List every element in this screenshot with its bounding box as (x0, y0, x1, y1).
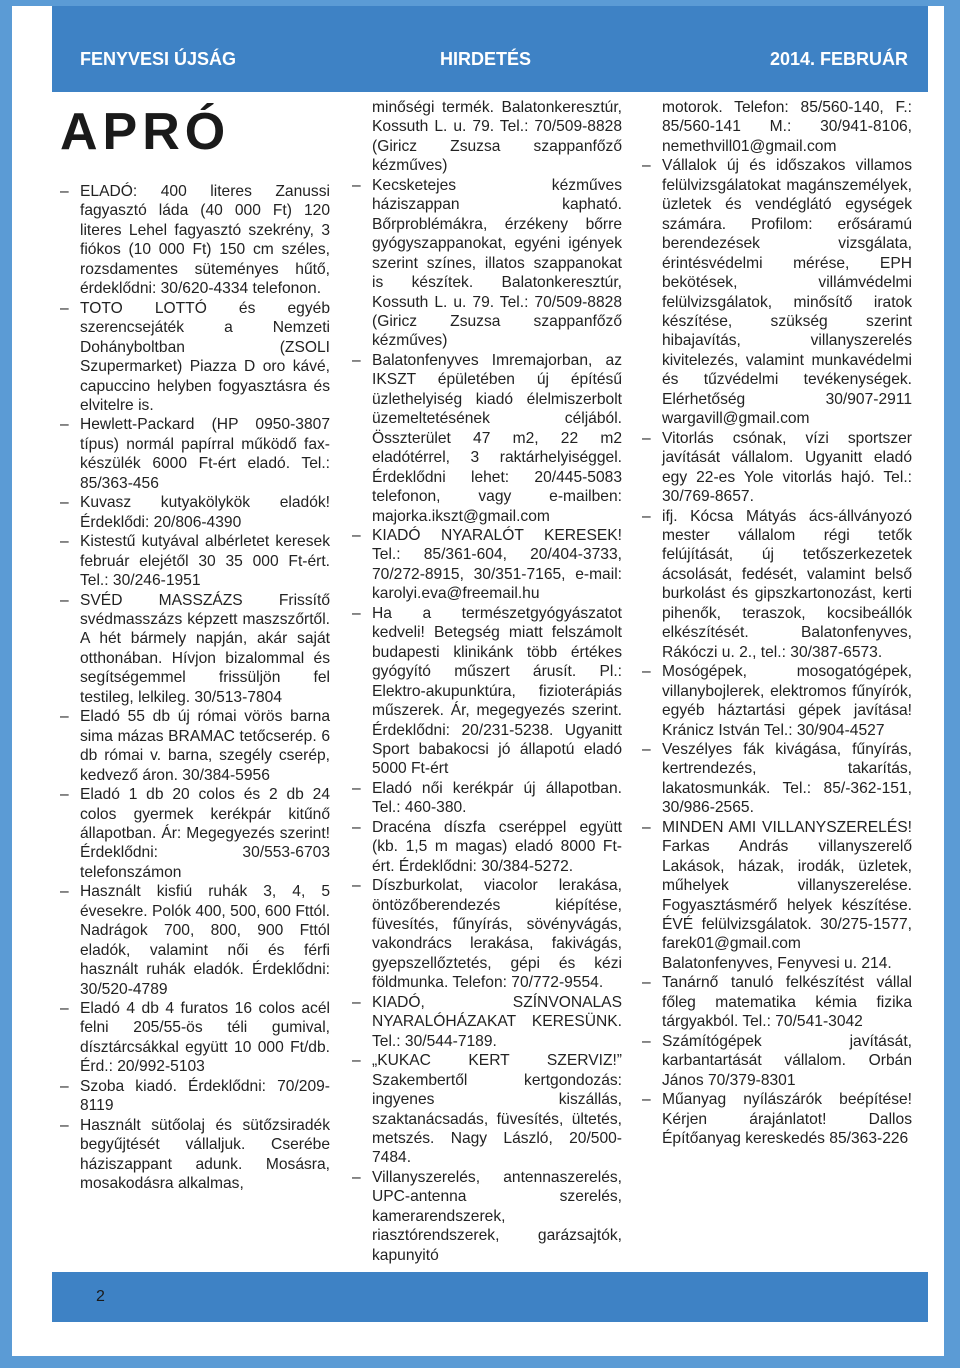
classified-ad: – SVÉD MASSZÁZS Frissítő svédmasszázs képzett maszszőrtől. A hét bármely napján, akár saját otthonában. Hívjon bizalommal és segítségemmel frissüljön fel testileg, lelkileg. 30/513-7804 (60, 591, 330, 708)
classified-ad: – KIADÓ NYARALÓT KERESEK! Tel.: 85/361-604, 20/404-3733, 70/272-8915, 30/351-7165, e-mail: karolyi.eva@freemail.hu (352, 526, 622, 604)
classified-ad: – Díszburkolat, viacolor lerakása, öntözőberendezés kiépítése, füvesítés, fűnyírás, sövényvágás, vakondrács lerakása, fakivágás, gyepszellőztetés, gépi és kézi földmunka. Telefon: 70/772-9554. (352, 876, 622, 993)
classified-ad: – ELADÓ: 400 literes Zanussi fagyasztó láda (40 000 Ft) 120 literes Lehel fagyasztó szekrény, 3 fiókos (10 000 Ft) 150 cm széles, rozsdamentes süteményes hűtő, érdeklődni: 30/620-4334 telefonon. (60, 182, 330, 299)
section-name: HIRDETÉS (440, 49, 532, 69)
ad-list-3 (642, 156, 912, 1148)
page-number: 2 (96, 1288, 105, 1305)
classified-ad: – Eladó női kerékpár új állapotban. Tel.: 460-380. (352, 779, 622, 818)
classified-ad: – Villanyszerelés, antennaszerelés, UPC-antenna szerelés, kamerarendszerek, riasztórendszerek, garázsajtók, kapunyitó (352, 1168, 622, 1265)
column-3 (642, 98, 912, 1148)
ad-list-1 (60, 182, 330, 1194)
classified-ad: – Kistestű kutyával albérletet keresek február elejétől 30 35 000 Ft-ért. Tel.: 30/246-1951 (60, 532, 330, 590)
classified-ad: – Eladó 55 db új római vörös barna sima mázas BRAMAC tetőcserép. 6 db római v. barna, szegély cserép, kedvező áron. 30/384-5956 (60, 707, 330, 785)
classified-ad: – Eladó 1 db 20 colos és 2 db 24 colos gyermek kerékpár kitűnő állapotban. Ár: Megegyezés szerint! Érdeklődni: 30/553-6703 telefonszámon (60, 785, 330, 882)
footer-band (52, 1272, 928, 1322)
classified-ad: – Dracéna díszfa cseréppel együtt (kb. 1,5 m magas) eladó 8000 Ft-ért. Érdeklődni: 30/384-5272. (352, 818, 622, 876)
classified-ad: – Kecsketejes kézműves háziszappan kapható. Bőrproblémákra, érzékeny bőrre gyógyszappanokat, egyéni igények szerint színes, illatos szappanokat is készítek. Balatonkeresztúr, Kossuth L. u. 79. Tel.: 70/509-8828 (Giricz Zsuzsa szappanfőző kézműves) (352, 176, 622, 351)
classified-ad: – Veszélyes fák kivágása, fűnyírás, kertrendezés, takarítás, lakatosmunkák. Tel.: 85/-362-151, 30/986-2565. (642, 740, 912, 818)
ad-list-2 (352, 176, 622, 1265)
column-1 (60, 104, 330, 1194)
publication-name: FENYVESI ÚJSÁG (80, 49, 237, 69)
page-title: APRÓ (60, 103, 231, 161)
classified-ad: – Használt sütőolaj és sütőzsiradék begyűjtését vállaljuk. Cserébe háziszappant adunk. Mosásra, mosakodásra alkalmas, (60, 1116, 330, 1194)
classified-ad: – KIADÓ, SZÍNVONALAS NYARALÓHÁZAKAT KERESÜNK. Tel.: 30/544-7189. (352, 993, 622, 1051)
classified-ad: – Vállalok új és időszakos villamos felülvizsgálatokat magánszemélyek, üzletek és vendéglátó egységek számára. Profilom: erősáramú berendezések vizsgálata, érintésvédelmi mérése, EPH bekötések, villámvédelmi felülvizsgálatok, minősítő iratok készítése, szükség szerint hibajavítás, villanyszerelés kivitelezés, valamint munkavédelmi és tűzvédelmi tevékenységek. Elérhetőség 30/907-2911 wargavill@gmail.com (642, 156, 912, 428)
classified-ad: – Kuvasz kutyakölykök eladók! Érdeklődi: 20/806-4390 (60, 493, 330, 532)
classified-ad: – „KUKAC KERT SZERVIZ!” Szakembertől kertgondozás: ingyenes kiszállás, szaktanácsadás, füvesítés, ültetés, metszés. Nagy László, 20/500-7484. (352, 1051, 622, 1168)
classified-ad: – Szoba kiadó. Érdeklődni: 70/209-8119 (60, 1077, 330, 1116)
header-bar (52, 46, 922, 74)
classified-ad: – Hewlett-Packard (HP 0950-3807 típus) normál papírral működő fax-készülék 6000 Ft-ért eladó. Tel.: 85/363-456 (60, 415, 330, 493)
ad-continuation: minőségi termék. Balatonkeresztúr, Kossuth L. u. 79. Tel.: 70/509-8828 (Giricz Zsuzsa szappanfőző kézműves) (372, 99, 622, 175)
classified-ad: – Eladó 4 db 4 furatos 16 colos acél felni 205/55-ös téli gumival, dísztárcsákkal együtt 10 000 Ft/db. Érd.: 20/992-5103 (60, 999, 330, 1077)
classified-ad: – MINDEN AMI VILLANYSZERELÉS! Farkas András villanyszerelő Lakások, házak, irodák, üzletek, műhelyek villanyszerelése. Fogyasztásmérő helyek készítése. ÉVÉ felülvizsgálatok. 30/275-1577, farek01@gmail.com Balatonfenyves, Fenyvesi u. 214. (642, 818, 912, 974)
classified-ad: – Műanyag nyílászárók beépítése! Kérjen árajánlatot! Dallos Építőanyag kereskedés 85/363-226 (642, 1090, 912, 1148)
classified-ad: – TOTO LOTTÓ és egyéb szerencsejáték a Nemzeti Dohányboltban (ZSOLI Szupermarket) Piazza D oro kávé, capuccino helyben fogyasztásra és elvitelre is. (60, 299, 330, 416)
classified-ad: – Mosógépek, mosogatógépek, villanybojlerek, elektromos fűnyírók, egyéb háztartási gépek javítása! Kránicz István Tel.: 30/904-4527 (642, 662, 912, 740)
column-2 (352, 98, 622, 1265)
classified-ad: – Balatonfenyves Imremajorban, az IKSZT épületében új építésű üzlethelyiség kiadó élelmiszerbolt üzemeltetésének céljából. Összterület 47 m2, 22 m2 eladótérrel, 3 raktárhelyiséggel. Érdeklődni lehet: 20/445-5083 telefonon, vagy e-mailben: majorka.ikszt@gmail.com (352, 351, 622, 526)
issue-date: 2014. FEBRUÁR (769, 49, 908, 69)
classified-ad: – Számítógépek javítását, karbantartását vállalom. Orbán János 70/379-8301 (642, 1032, 912, 1090)
classified-ad: – Ha a természetgyógyászatot kedveli! Betegség miatt felszámolt budapesti klinikánk több értékes gyógyító műszert árusít. Pl.: Elektro-akupunktúra, fizioterápiás műszerek. Ár, megegyezés szerint. Érdeklődni: 20/231-5238. Ugyanitt Sport babakocsi jó állapotú eladó 5000 Ft-ért (352, 604, 622, 779)
classified-ad: – Vitorlás csónak, vízi sportszer javítását vállalom. Ugyanitt eladó egy 22-es Yole vitorlás hajó. Tel.: 30/769-8657. (642, 429, 912, 507)
classified-ad: – ifj. Kócsa Mátyás ács-állványozó mester vállalom régi tetők felújítását, új tetőszerkezetek ácsolását, fedését, valamint belső burkolást és gipszkartonozást, kerti pihenők, teraszok, kocsibeállók elkészítését. Balatonfenyves, Rákóczi u. 2., tel.: 30/387-6573. (642, 507, 912, 663)
ad-continuation: motorok. Telefon: 85/560-140, F.: 85/560-141 M.: 30/941-8106, nemethvill01@gmail.com (662, 99, 912, 155)
content-area (52, 92, 928, 1268)
classified-ad: – Használt kisfiú ruhák 3, 4, 5 évesekre. Polók 400, 500, 600 Fttól. Nadrágok 700, 800, 900 Fttól eladók, valamint női és férfi használt ruhák eladók. Érdeklődni: 30/520-4789 (60, 882, 330, 999)
classified-ad: – Tanárnő tanuló felkészítést vállal főleg matematika kémia fizika tárgyakból. Tel.: 70/541-3042 (642, 973, 912, 1031)
